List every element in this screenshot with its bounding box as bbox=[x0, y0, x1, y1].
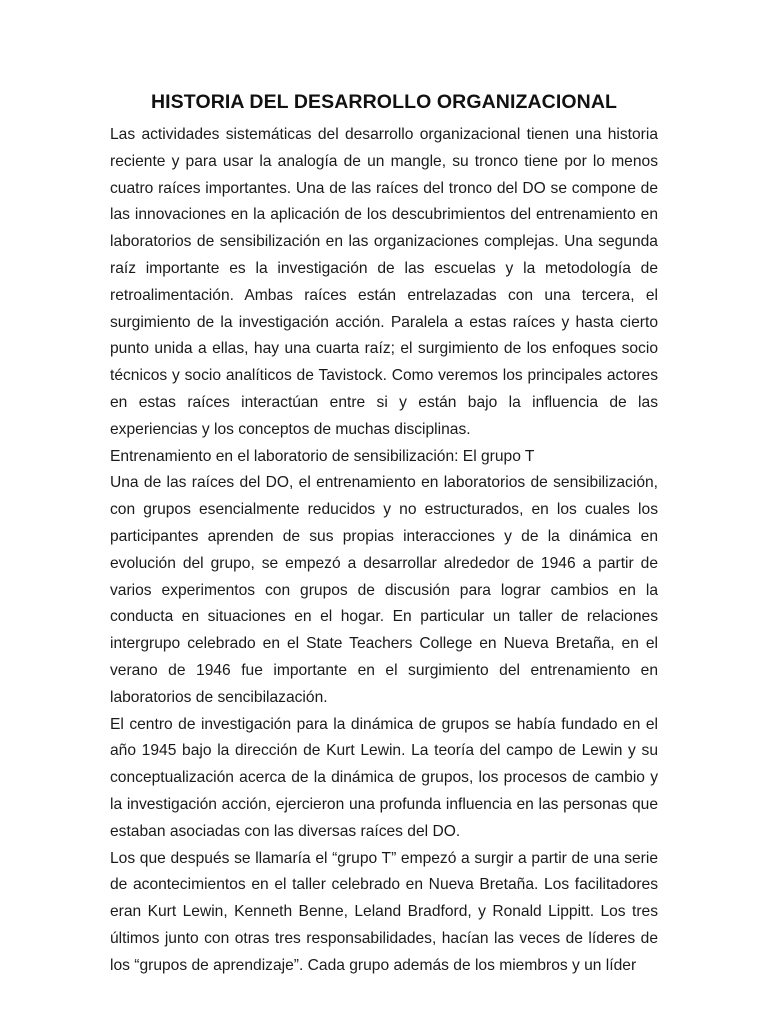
paragraph-grupo-t: Una de las raíces del DO, el entrenamiento en laboratorios de sensibilización, con grupos esencialmente reducidos y no estructurados, en los cuales los participantes aprenden de sus propias interacciones y de la dinámica en evolución del grupo, se empezó a desarrollar alrededor de 1946 a partir de varios experimentos con grupos de discusión para lograr cambios en la conducta en situaciones en el hogar. En particular un taller de relaciones intergrupo celebrado en el State Teachers College en Nueva Bretaña, en el verano de 1946 fue importante en el surgimiento del entrenamiento en laboratorios de sencibilazación. bbox=[110, 474, 658, 706]
paragraph-nueva-bretana: Los que después se llamaría el “grupo T” empezó a surgir a partir de una serie de acontecimientos en el taller celebrado en Nueva Bretaña. Los facilitadores eran Kurt Lewin, Kenneth Benne, Leland Bradford, y Ronald Lippitt. Los tres últimos junto con otras tres responsabilidades, hacían las veces de líderes de los “grupos de aprendizaje”. Cada grupo además de los miembros y un líder bbox=[110, 849, 658, 974]
paragraph-intro: Las actividades sistemáticas del desarrollo organizacional tienen una historia reciente y para usar la analogía de un mangle, su tronco tiene por lo menos cuatro raíces importantes. Una de las raíces del tronco del DO se compone de las innovaciones en la aplicación de los descubrimientos del entrenamiento en laboratorios de sensibilización en las organizaciones complejas. Una segunda raíz importante es la investigación de las escuelas y la metodología de retroalimentación. Ambas raíces están entrelazadas con una tercera, el surgimiento de la investigación acción. Paralela a estas raíces y hasta cierto punto unida a ellas, hay una cuarta raíz; el surgimiento de los enfoques socio técnicos y socio analíticos de Tavistock. Como veremos los principales actores en estas raíces interactúan entre si y están bajo la influencia de las experiencias y los conceptos de muchas disciplinas. bbox=[110, 126, 658, 438]
paragraph-centro-investigacion: El centro de investigación para la dinámica de grupos se había fundado en el año 1945 bajo la dirección de Kurt Lewin. La teoría del campo de Lewin y su conceptualización acerca de la dinámica de grupos, los procesos de cambio y la investigación acción, ejercieron una profunda influencia en las personas que estaban asociadas con las diversas raíces del DO. bbox=[110, 715, 658, 840]
section-heading-grupo-t: Entrenamiento en el laboratorio de sensibilización: El grupo T bbox=[110, 447, 535, 465]
document-title: HISTORIA DEL DESARROLLO ORGANIZACIONAL bbox=[150, 91, 618, 113]
document-page bbox=[110, 88, 658, 980]
